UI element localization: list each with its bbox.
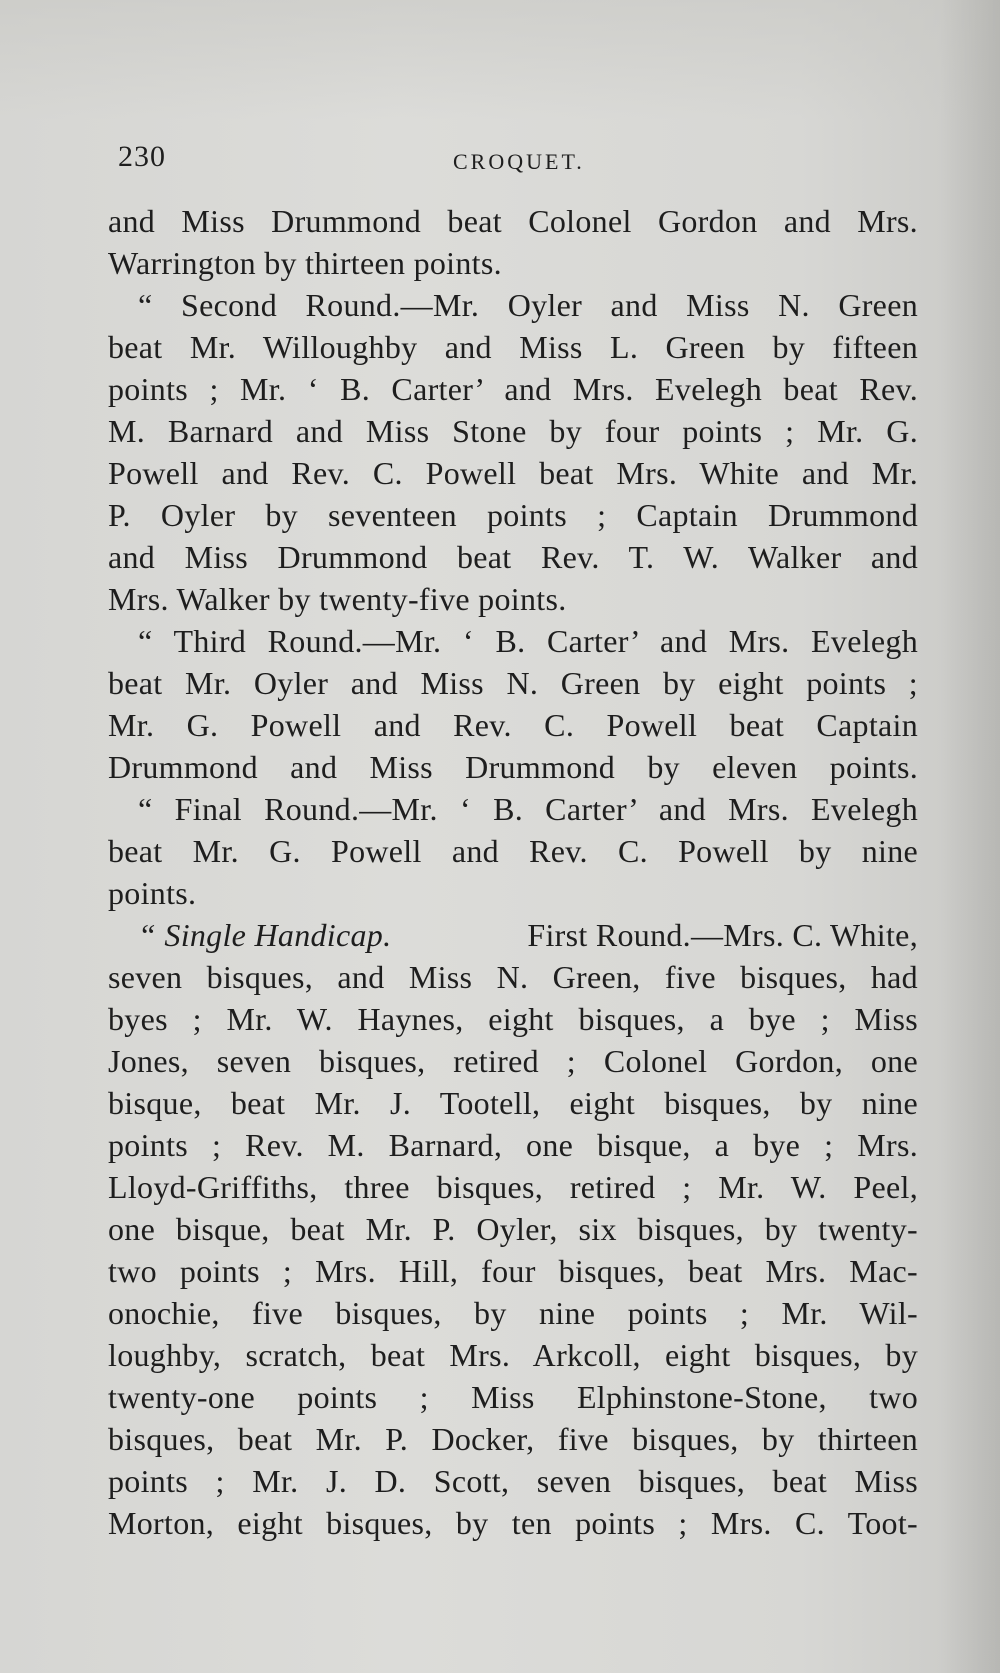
text-line: Lloyd-Griffiths, three bisques, retired ; Mr. W. Peel, [108,1169,918,1205]
text-line: one bisque, beat Mr. P. Oyler, six bisques, by twenty- [108,1211,918,1247]
text-line: points. [108,875,197,911]
text-line: bisque, beat Mr. J. Tootell, eight bisques, by nine [108,1085,918,1121]
text-line: points ; Rev. M. Barnard, one bisque, a bye ; Mrs. [108,1127,918,1163]
text-line: points ; Mr. ‘ B. Carter’ and Mrs. Evelegh beat Rev. [108,371,918,407]
text-line: “ Second Round.—Mr. Oyler and Miss N. Green [138,287,918,323]
text-line-section-start [108,914,918,956]
text-line: Morton, eight bisques, by ten points ; Mrs. C. Toot- [108,1505,918,1541]
text-line: beat Mr. Oyler and Miss N. Green by eight points ; [108,665,918,701]
text-line: two points ; Mrs. Hill, four bisques, beat Mrs. Mac- [108,1253,918,1289]
text-line: bisques, beat Mr. P. Docker, five bisques, by thirteen [108,1421,918,1457]
text-line: Mrs. Walker by twenty-five points. [108,581,567,617]
text-line: and Miss Drummond beat Rev. T. W. Walker and [108,539,918,575]
text-line: Drummond and Miss Drummond by eleven points. [108,749,918,785]
page-top-shading [0,0,1000,120]
page-number: 230 [118,140,166,173]
text-line: “ Final Round.—Mr. ‘ B. Carter’ and Mrs. Evelegh [138,791,918,827]
text-line: points ; Mr. J. D. Scott, seven bisques, beat Miss [108,1463,918,1499]
text-line: M. Barnard and Miss Stone by four points ; Mr. G. [108,413,918,449]
text-line: P. Oyler by seventeen points ; Captain Drummond [108,497,918,533]
body-text [108,200,918,1544]
page-gutter-shading [940,0,1000,1673]
text-line: onochie, five bisques, by nine points ; Mr. Wil- [108,1295,918,1331]
text-line: “ Third Round.—Mr. ‘ B. Carter’ and Mrs. Evelegh [138,623,918,659]
text-line: twenty-one points ; Miss Elphinstone-Stone, two [108,1379,918,1415]
running-head: CROQUET. [453,149,585,174]
text-line: Jones, seven bisques, retired ; Colonel Gordon, one [108,1043,918,1079]
text-line: Warrington by thirteen points. [108,245,502,281]
text-line: loughby, scratch, beat Mrs. Arkcoll, eight bisques, by [108,1337,918,1373]
section-title: “ Single Handicap. [138,917,392,953]
text-line: Mr. G. Powell and Rev. C. Powell beat Captain [108,707,918,743]
text-line: beat Mr. G. Powell and Rev. C. Powell by nine [108,833,918,869]
text-line: beat Mr. Willoughby and Miss L. Green by fifteen [108,329,918,365]
text-line: and Miss Drummond beat Colonel Gordon and Mrs. [108,203,918,239]
text-line: seven bisques, and Miss N. Green, five bisques, had [108,959,918,995]
page-header [118,136,928,186]
text-line: Powell and Rev. C. Powell beat Mrs. White and Mr. [108,455,918,491]
section-lead: First Round.—Mrs. C. White, [527,917,918,953]
text-line: byes ; Mr. W. Haynes, eight bisques, a bye ; Miss [108,1001,918,1037]
